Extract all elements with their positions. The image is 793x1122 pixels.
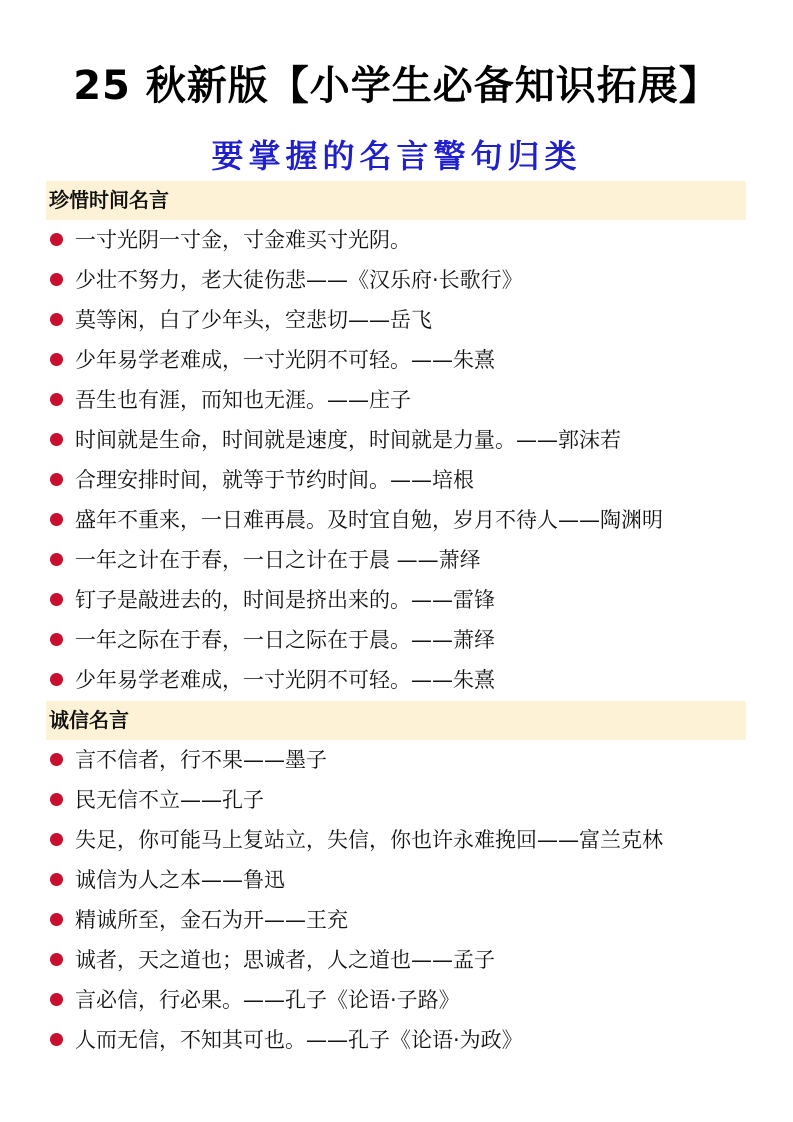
- bullet-dot-icon: [50, 753, 63, 766]
- bullet-dot-icon: [50, 233, 63, 246]
- bullet-dot-icon: [50, 833, 63, 846]
- list-item: [46, 900, 746, 940]
- page-title: 25 秋新版【小学生必备知识拓展】: [73, 63, 720, 109]
- list-item: [46, 460, 746, 500]
- quote-text: 莫等闲，白了少年头，空悲切——岳飞: [75, 308, 432, 332]
- list-item: [46, 860, 746, 900]
- list-item: [46, 300, 746, 340]
- quote-text: 少年易学老难成，一寸光阴不可轻。——朱熹: [75, 348, 495, 372]
- bullet-dot-icon: [50, 1033, 63, 1046]
- bullet-dot-icon: [50, 873, 63, 886]
- bullet-dot-icon: [50, 993, 63, 1006]
- section-heading: 诚信名言: [46, 701, 746, 740]
- quote-text: 钉子是敲进去的，时间是挤出来的。——雷锋: [75, 588, 495, 612]
- quote-list: [46, 740, 746, 1060]
- section-time-quotes: [46, 181, 746, 700]
- bullet-dot-icon: [50, 273, 63, 286]
- list-item: [46, 620, 746, 660]
- list-item: [46, 540, 746, 580]
- quote-text: 一年之计在于春，一日之计在于晨 ——萧绎: [75, 548, 481, 572]
- list-item: [46, 1020, 746, 1060]
- list-item: [46, 740, 746, 780]
- quote-list: [46, 220, 746, 700]
- bullet-dot-icon: [50, 513, 63, 526]
- bullet-dot-icon: [50, 553, 63, 566]
- quote-text: 时间就是生命，时间就是速度，时间就是力量。——郭沫若: [75, 428, 621, 452]
- quote-text: 精诚所至，金石为开——王充: [75, 908, 348, 932]
- list-item: [46, 940, 746, 980]
- list-item: [46, 380, 746, 420]
- quote-text: 人而无信，不知其可也。——孔子《论语·为政》: [75, 1028, 523, 1052]
- quote-text: 民无信不立——孔子: [75, 788, 264, 812]
- bullet-dot-icon: [50, 633, 63, 646]
- bullet-dot-icon: [50, 953, 63, 966]
- quote-text: 一寸光阴一寸金，寸金难买寸光阴。: [75, 228, 411, 252]
- bullet-dot-icon: [50, 793, 63, 806]
- list-item: [46, 660, 746, 700]
- list-item: [46, 780, 746, 820]
- bullet-dot-icon: [50, 313, 63, 326]
- list-item: [46, 580, 746, 620]
- section-heading: 珍惜时间名言: [46, 181, 746, 220]
- quote-text: 吾生也有涯，而知也无涯。——庄子: [75, 388, 411, 412]
- list-item: [46, 260, 746, 300]
- page-subtitle: 要掌握的名言警句归类: [211, 137, 582, 175]
- bullet-dot-icon: [50, 393, 63, 406]
- quote-text: 言不信者，行不果——墨子: [75, 748, 327, 772]
- quote-text: 少年易学老难成，一寸光阴不可轻。——朱熹: [75, 668, 495, 692]
- quote-text: 言必信，行必果。——孔子《论语·子路》: [75, 988, 460, 1012]
- bullet-dot-icon: [50, 473, 63, 486]
- section-honesty-quotes: [46, 701, 746, 1060]
- bullet-dot-icon: [50, 673, 63, 686]
- list-item: [46, 500, 746, 540]
- list-item: [46, 820, 746, 860]
- quote-text: 合理安排时间，就等于节约时间。——培根: [75, 468, 474, 492]
- bullet-dot-icon: [50, 913, 63, 926]
- bullet-dot-icon: [50, 433, 63, 446]
- quote-text: 少壮不努力，老大徒伤悲——《汉乐府·长歌行》: [75, 268, 523, 292]
- list-item: [46, 420, 746, 460]
- quote-text: 诚信为人之本——鲁迅: [75, 868, 285, 892]
- list-item: [46, 220, 746, 260]
- quote-text: 盛年不重来，一日难再晨。及时宜自勉，岁月不待人——陶渊明: [75, 508, 663, 532]
- bullet-dot-icon: [50, 353, 63, 366]
- quote-text: 失足，你可能马上复站立，失信，你也许永难挽回——富兰克林: [75, 828, 663, 852]
- list-item: [46, 340, 746, 380]
- quote-text: 诚者，天之道也；思诚者，人之道也——孟子: [75, 948, 495, 972]
- quote-text: 一年之际在于春，一日之际在于晨。——萧绎: [75, 628, 495, 652]
- list-item: [46, 980, 746, 1020]
- bullet-dot-icon: [50, 593, 63, 606]
